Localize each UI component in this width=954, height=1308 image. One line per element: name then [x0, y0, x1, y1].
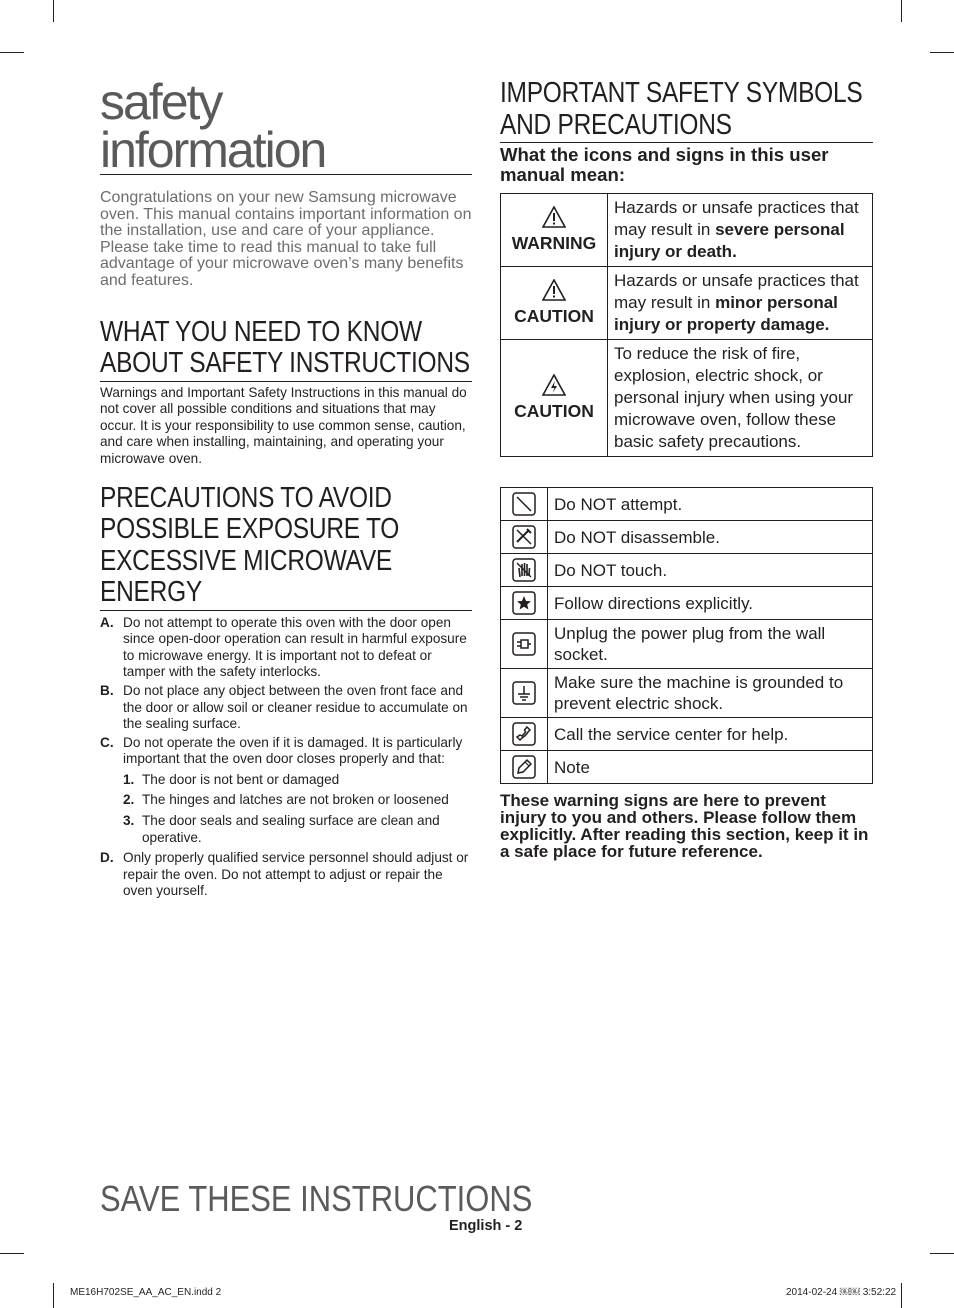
list-marker: A.	[100, 614, 114, 630]
warning-triangle-icon	[542, 206, 566, 228]
caution-text: To reduce the risk of fire, explosion, electric shock, or personal injury when using your microwave oven, follow these basic safety precautions.	[614, 344, 854, 451]
do-not-attempt-icon	[512, 492, 536, 516]
do-not-disassemble-icon	[512, 525, 536, 549]
symbol-text: Note	[548, 751, 873, 784]
symbol-text: Make sure the machine is grounded to prevent electric shock.	[548, 669, 873, 718]
symbol-icon-cell	[501, 620, 548, 669]
table-row	[501, 521, 873, 554]
symbol-icon-cell	[501, 521, 548, 554]
crop-mark	[53, 0, 54, 22]
list-marker: D.	[100, 850, 114, 866]
list-item-text: The hinges and latches are not broken or loosened	[142, 792, 449, 808]
sub-list-item	[123, 772, 472, 789]
symbol-icon-cell	[501, 587, 548, 620]
caution-label-cell	[501, 267, 608, 340]
list-marker: 2.	[123, 792, 135, 808]
unplug-icon	[512, 632, 536, 656]
list-item-text: The door seals and sealing surface are clean and operative.	[142, 813, 440, 845]
symbol-text: Do NOT disassemble.	[548, 521, 873, 554]
crop-mark	[53, 1283, 54, 1308]
caution-text-cell	[608, 267, 873, 340]
do-not-touch-icon	[512, 558, 536, 582]
section-heading-know	[100, 317, 472, 382]
list-marker: B.	[100, 682, 114, 698]
page-title-line2: information	[100, 122, 326, 178]
footer-filename: ME16H702SE_AA_AC_EN.indd 2	[70, 1287, 222, 1298]
symbol-text: Do NOT touch.	[548, 554, 873, 587]
warning-label: WARNING	[511, 233, 597, 253]
right-column	[500, 78, 873, 860]
symbol-icon-cell	[501, 488, 548, 521]
crop-mark	[0, 1253, 24, 1254]
crop-mark	[901, 1283, 902, 1308]
crop-mark	[901, 0, 902, 22]
crop-mark	[930, 52, 954, 53]
list-marker: 1.	[123, 771, 135, 787]
caution-label: CAUTION	[514, 306, 594, 326]
symbol-text: Do NOT attempt.	[548, 488, 873, 521]
ground-icon	[512, 681, 536, 705]
closing-text: These warning signs are here to prevent injury to you and others. Please follow them explicitly. After reading this section, keep it in a safe place for future reference.	[500, 791, 869, 861]
table-row	[501, 194, 873, 267]
warning-table	[500, 193, 873, 457]
table-row	[501, 587, 873, 620]
table-row	[501, 751, 873, 784]
crop-mark	[0, 52, 24, 53]
symbol-icon-cell	[501, 554, 548, 587]
list-item-text: Do not place any object between the oven front face and the door or allow soil or cleaner residue to accumulate on the sealing surface.	[123, 682, 468, 732]
symbol-text: Unplug the power plug from the wall socket.	[548, 620, 873, 669]
list-marker: C.	[100, 734, 114, 750]
section-heading-line: AND PRECAUTIONS	[500, 108, 732, 141]
caution-label-cell	[501, 340, 608, 457]
footer-date: 2014-02-24 ￼￼ 3:52:22	[786, 1287, 897, 1298]
section-heading-line: PRECAUTIONS TO AVOID	[100, 481, 392, 514]
list-item-text: Do not operate the oven if it is damaged. It is particularly important that the oven door closes properly and that:	[123, 734, 463, 767]
caution-label: CAUTION	[514, 401, 594, 421]
section-heading-line: ABOUT SAFETY INSTRUCTIONS	[100, 347, 470, 380]
list-item	[100, 850, 472, 900]
caution-triangle-icon	[542, 279, 566, 301]
sub-list-item	[123, 792, 472, 809]
warning-text-cell	[608, 194, 873, 267]
symbols-subtitle: What the icons and signs in this user manual mean:	[500, 144, 829, 185]
page-number: English - 2	[449, 1218, 523, 1234]
table-row	[501, 620, 873, 669]
symbols-heading	[500, 78, 873, 143]
page-title-line1: safety	[100, 74, 222, 130]
list-item-text: Only properly qualified service personnel should adjust or repair the oven. Do not attempt to adjust or repair the oven yourself.	[123, 850, 469, 899]
table-row	[501, 554, 873, 587]
table-row	[501, 718, 873, 751]
symbol-icon-cell	[501, 669, 548, 718]
note-icon	[512, 755, 536, 779]
section-body-know: Warnings and Important Safety Instructions in this manual do not cover all possible conditions and situations that may occur. It is your responsibility to use common sense, caution, and care when installing, maintaining, and operating your microwave oven.	[100, 384, 467, 466]
table-row	[501, 267, 873, 340]
table-row	[501, 340, 873, 457]
list-item-text: The door is not bent or damaged	[142, 771, 340, 787]
symbol-text: Call the service center for help.	[548, 718, 873, 751]
warning-label-cell	[501, 194, 608, 267]
list-marker: 3.	[123, 813, 135, 829]
table-row	[501, 488, 873, 521]
list-item-text: Do not attempt to operate this oven with the door open since open-door operation can result in harmful exposure to microwave energy. It is important not to defeat or tamper with the safety interlocks.	[123, 614, 467, 680]
section-heading-line: ENERGY	[100, 576, 202, 609]
phone-icon	[512, 722, 536, 746]
electric-caution-icon	[542, 374, 566, 396]
precautions-list	[100, 615, 472, 901]
follow-directions-icon	[512, 591, 536, 615]
left-column	[100, 74, 472, 902]
page-title	[100, 74, 472, 178]
list-item	[100, 735, 472, 847]
symbol-text: Follow directions explicitly.	[548, 587, 873, 620]
caution-text-cell	[608, 340, 873, 457]
list-item	[100, 615, 472, 681]
section-heading-line: EXCESSIVE MICROWAVE	[100, 544, 392, 577]
warning-text: Hazards or unsafe practices that may result in	[614, 198, 859, 239]
sub-list	[123, 772, 472, 846]
list-item	[100, 683, 472, 733]
section-heading-precautions	[100, 483, 472, 611]
section-heading-line: IMPORTANT SAFETY SYMBOLS	[500, 77, 863, 109]
symbol-table	[500, 487, 873, 784]
crop-mark	[930, 1253, 954, 1254]
section-heading-line: POSSIBLE EXPOSURE TO	[100, 513, 400, 546]
intro-text: Congratulations on your new Samsung microwave oven. This manual contains important information on the installation, use and care of your appliance. Please take time to read this manual to take full advantage of your microwave oven’s many benefits and features.	[100, 189, 472, 289]
sub-list-item	[123, 813, 472, 846]
warning-text-bold: severe personal injury or death.	[614, 220, 845, 261]
symbol-icon-cell	[501, 718, 548, 751]
save-instructions-heading: SAVE THESE INSTRUCTIONS	[100, 1178, 533, 1219]
table-row	[501, 669, 873, 718]
caution-text-bold: minor personal injury or property damage.	[614, 293, 838, 334]
symbol-icon-cell	[501, 751, 548, 784]
caution-text: Hazards or unsafe practices that may result in	[614, 271, 859, 312]
section-heading-line: WHAT YOU NEED TO KNOW	[100, 315, 422, 348]
